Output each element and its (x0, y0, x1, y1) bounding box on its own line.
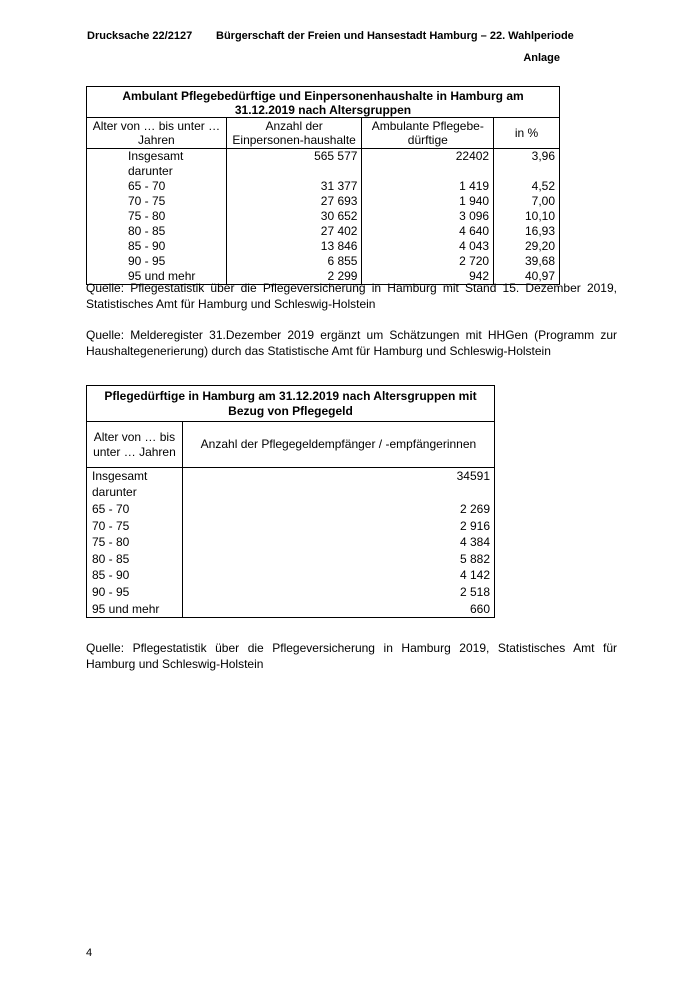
table-row (87, 254, 560, 269)
page-number: 4 (86, 947, 93, 959)
cell-count: 5 882 (459, 551, 490, 566)
cell-count: 4 384 (459, 535, 490, 550)
cell-age: 80 - 85 (87, 224, 227, 239)
cell-households: 2 299 (226, 269, 362, 285)
cell-percent: 39,68 (524, 254, 555, 268)
cell-age: 95 und mehr (87, 269, 227, 285)
document-number: Drucksache 22/2127 (87, 30, 193, 42)
table-row (87, 501, 495, 518)
table-row (87, 164, 560, 179)
source-note-3: Quelle: Pflegestatistik über die Pflegeversicherung in Hamburg 2019, Statistisches Amt für Hamburg und Schleswig-Holstein (86, 641, 617, 671)
table-row (87, 551, 495, 568)
cell-percent: 29,20 (524, 239, 555, 253)
cell-percent (494, 164, 560, 179)
cell-households: 565 577 (226, 149, 362, 165)
table-row (87, 179, 560, 194)
column-header-percent: in % (494, 118, 560, 149)
source-note-1: Quelle: Pflegestatistik über die Pflegeversicherung in Hamburg mit Stand 15. Dezember 2019, Statistisches Amt für Hamburg und Schleswig-Holstein (86, 281, 617, 311)
cell-percent: 3,96 (531, 149, 555, 163)
table-row (87, 224, 560, 239)
column-header-age: Alter von … bis unter … Jahren (87, 422, 183, 468)
cell-care: 1 419 (362, 179, 494, 194)
source-note-2: Quelle: Melderegister 31.Dezember 2019 ergänzt um Schätzungen mit HHGen (Programm zur Haushaltegenerierung) durch das Statistische Amt für Hamburg und Schleswig-Holstein (86, 328, 617, 358)
column-header-recipients: Anzahl der Pflegegeldempfänger / -empfängerinnen (182, 422, 494, 468)
cell-age: 70 - 75 (87, 518, 183, 535)
cell-care: 942 (362, 269, 494, 285)
cell-households: 13 846 (226, 239, 362, 254)
cell-percent: 16,93 (524, 224, 555, 238)
table-row (87, 601, 495, 618)
cell-age: 65 - 70 (87, 501, 183, 518)
cell-households (226, 164, 362, 179)
cell-age: 85 - 90 (87, 568, 183, 585)
cell-percent: 10,10 (524, 209, 555, 223)
cell-care: 22402 (362, 149, 494, 165)
cell-count (182, 485, 494, 502)
table-row (87, 468, 495, 485)
cell-households: 31 377 (226, 179, 362, 194)
cell-age: 90 - 95 (87, 254, 227, 269)
cell-count: 660 (469, 601, 490, 616)
column-header-households: Anzahl der Einpersonen-haushalte (226, 118, 362, 149)
cell-care: 1 940 (362, 194, 494, 209)
table-row (87, 149, 560, 165)
cell-age: 75 - 80 (87, 209, 227, 224)
parliament-header: Bürgerschaft der Freien und Hansestadt Hamburg – 22. Wahlperiode (216, 30, 574, 42)
column-header-care-recipients: Ambulante Pflegebe-dürftige (362, 118, 494, 149)
cell-percent: 7,00 (531, 194, 555, 208)
table-title: Ambulant Pflegebedürftige und Einpersonenhaushalte in Hamburg am 31.12.2019 nach Altersgruppen (87, 87, 560, 118)
cell-age: 70 - 75 (87, 194, 227, 209)
cell-count: 2 916 (459, 518, 490, 533)
cell-age: 95 und mehr (87, 601, 183, 618)
table-row (87, 194, 560, 209)
cell-households: 27 693 (226, 194, 362, 209)
cell-age: 85 - 90 (87, 239, 227, 254)
cell-care: 2 720 (362, 254, 494, 269)
table-row (87, 584, 495, 601)
cell-age: darunter (87, 485, 183, 502)
table-row (87, 568, 495, 585)
cell-count: 4 142 (459, 568, 490, 583)
cell-care: 4 043 (362, 239, 494, 254)
cell-age: Insgesamt (87, 468, 183, 485)
cell-percent: 40,97 (524, 269, 555, 283)
cell-age: Insgesamt (87, 149, 227, 165)
table-row (87, 239, 560, 254)
cell-count: 2 269 (459, 501, 490, 516)
cell-age: darunter (87, 164, 227, 179)
cell-count: 34591 (456, 468, 490, 483)
cell-care (362, 164, 494, 179)
cell-count: 2 518 (459, 584, 490, 599)
table-single-households (86, 86, 560, 285)
table-row (87, 518, 495, 535)
cell-percent: 4,52 (531, 179, 555, 193)
table-care-allowance (86, 385, 495, 618)
appendix-label: Anlage (523, 52, 560, 64)
cell-households: 27 402 (226, 224, 362, 239)
cell-care: 3 096 (362, 209, 494, 224)
table-row (87, 209, 560, 224)
column-header-age: Alter von … bis unter … Jahren (87, 118, 227, 149)
cell-age: 80 - 85 (87, 551, 183, 568)
cell-households: 6 855 (226, 254, 362, 269)
table-title: Pflegedürftige in Hamburg am 31.12.2019 nach Altersgruppen mit Bezug von Pflegegeld (87, 386, 495, 422)
cell-care: 4 640 (362, 224, 494, 239)
cell-households: 30 652 (226, 209, 362, 224)
cell-age: 90 - 95 (87, 584, 183, 601)
cell-age: 65 - 70 (87, 179, 227, 194)
table-row (87, 534, 495, 551)
table-row (87, 485, 495, 502)
cell-age: 75 - 80 (87, 534, 183, 551)
